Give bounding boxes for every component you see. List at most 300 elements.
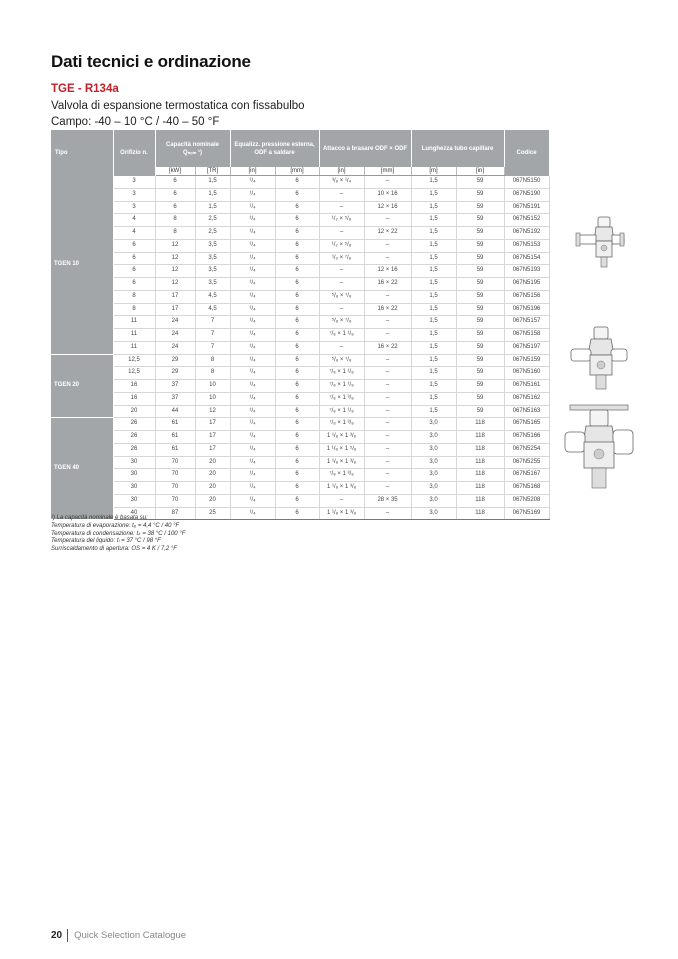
table-cell: 59 xyxy=(456,265,504,278)
table-cell: 3,0 xyxy=(411,494,456,507)
table-cell: 70 xyxy=(155,456,195,469)
table-cell: 3,0 xyxy=(411,507,456,520)
table-cell: 20 xyxy=(113,405,155,418)
header-tipo: Tipo xyxy=(51,130,113,176)
unit-m: [m] xyxy=(411,167,456,176)
table-cell: 59 xyxy=(456,316,504,329)
table-cell: ⁷/₈ × 1 ³/₈ xyxy=(319,392,364,405)
table-cell: 7 xyxy=(195,316,230,329)
table-cell: – xyxy=(364,252,411,265)
table-cell: 067N5196 xyxy=(504,303,549,316)
table-cell: 59 xyxy=(456,239,504,252)
table-cell: 4,5 xyxy=(195,290,230,303)
header-equalizz: Equalizz. pressione esterna, ODF a saldare xyxy=(230,130,319,167)
table-cell: 6 xyxy=(275,316,319,329)
table-cell: 1 ¹/₈ × 1 ³/₈ xyxy=(319,456,364,469)
table-cell: 1,5 xyxy=(411,176,456,189)
table-cell: 1,5 xyxy=(411,227,456,240)
table-cell: 87 xyxy=(155,507,195,520)
table-cell: 118 xyxy=(456,456,504,469)
table-cell: 1,5 xyxy=(411,354,456,367)
table-row xyxy=(51,482,549,495)
table-cell: – xyxy=(319,341,364,354)
table-cell: 6 xyxy=(275,431,319,444)
table-cell: 3 xyxy=(113,188,155,201)
table-cell: 12 xyxy=(155,239,195,252)
table-cell: 30 xyxy=(113,469,155,482)
table-cell: 59 xyxy=(456,278,504,291)
table-cell: 12 × 16 xyxy=(364,265,411,278)
table-cell: 067N5160 xyxy=(504,367,549,380)
group-label: TGEN 40 xyxy=(51,418,113,520)
unit-len-in: [in] xyxy=(456,167,504,176)
table-row xyxy=(51,176,549,189)
product-subtitle: Valvola di espansione termostatica con fissabulbo xyxy=(51,100,305,112)
table-cell: 29 xyxy=(155,354,195,367)
table-cell: 067N5195 xyxy=(504,278,549,291)
table-cell: 17 xyxy=(195,418,230,431)
table-cell: 30 xyxy=(113,482,155,495)
table-cell: 1,5 xyxy=(411,329,456,342)
table-cell: 1 ¹/₈ × 1 ³/₈ xyxy=(319,482,364,495)
table-cell: – xyxy=(364,329,411,342)
table-cell: 118 xyxy=(456,494,504,507)
table-cell: – xyxy=(364,507,411,520)
table-cell: 6 xyxy=(155,188,195,201)
valve-tgen10-icon xyxy=(572,215,628,271)
table-cell: 067N5150 xyxy=(504,176,549,189)
table-cell: 70 xyxy=(155,494,195,507)
footer-divider xyxy=(67,929,68,942)
table-row xyxy=(51,252,549,265)
table-cell: 59 xyxy=(456,341,504,354)
table-row xyxy=(51,341,549,354)
table-cell: 12 xyxy=(195,405,230,418)
table-cell: 59 xyxy=(456,329,504,342)
table-cell: 24 xyxy=(155,316,195,329)
table-cell: 6 xyxy=(275,214,319,227)
table-cell: 6 xyxy=(275,443,319,456)
table-row xyxy=(51,201,549,214)
table-row xyxy=(51,227,549,240)
table-cell: 118 xyxy=(456,443,504,456)
table-row xyxy=(51,367,549,380)
table-cell: ¹/₄ xyxy=(230,265,275,278)
unit-eq-in: [in] xyxy=(230,167,275,176)
valve-tgen20-icon xyxy=(566,325,632,393)
page-footer xyxy=(51,929,186,942)
table-cell: ¹/₄ xyxy=(230,456,275,469)
table-cell: 3,5 xyxy=(195,278,230,291)
table-cell: 70 xyxy=(155,482,195,495)
spec-table xyxy=(51,130,550,520)
table-cell: 11 xyxy=(113,316,155,329)
table-cell: 6 xyxy=(275,380,319,393)
table-cell: ¹/₄ xyxy=(230,482,275,495)
table-cell: – xyxy=(364,456,411,469)
table-cell: 067N5191 xyxy=(504,201,549,214)
table-cell: 8 xyxy=(113,303,155,316)
table-row xyxy=(51,431,549,444)
table-cell: ¹/₄ xyxy=(230,239,275,252)
table-cell: 11 xyxy=(113,341,155,354)
table-cell: 59 xyxy=(456,392,504,405)
footnotes xyxy=(51,515,185,554)
table-cell: 1,5 xyxy=(195,176,230,189)
table-cell: 067N5158 xyxy=(504,329,549,342)
header-capacita xyxy=(155,130,230,167)
table-cell: 6 xyxy=(275,354,319,367)
table-cell: 6 xyxy=(113,239,155,252)
table-cell: 30 xyxy=(113,456,155,469)
table-cell: 8 xyxy=(195,367,230,380)
table-cell: 12,5 xyxy=(113,367,155,380)
table-cell: 3,0 xyxy=(411,443,456,456)
table-cell: 067N5162 xyxy=(504,392,549,405)
table-row xyxy=(51,469,549,482)
table-cell: 12 × 16 xyxy=(364,201,411,214)
table-row xyxy=(51,329,549,342)
table-cell: ¹/₄ xyxy=(230,341,275,354)
table-cell: ¹/₄ xyxy=(230,367,275,380)
table-row xyxy=(51,494,549,507)
unit-eq-mm: [mm] xyxy=(275,167,319,176)
table-cell: 1,5 xyxy=(411,341,456,354)
table-cell: 3,5 xyxy=(195,239,230,252)
table-cell: – xyxy=(364,482,411,495)
table-cell: ¹/₄ xyxy=(230,494,275,507)
table-cell: 59 xyxy=(456,367,504,380)
table-cell: 17 xyxy=(195,443,230,456)
header-orifizio: Orifizio n. xyxy=(113,130,155,176)
table-cell: 10 xyxy=(195,392,230,405)
table-cell: 6 xyxy=(275,418,319,431)
table-cell: 1,5 xyxy=(411,278,456,291)
table-cell: 067N5157 xyxy=(504,316,549,329)
header-lunghezza: Lunghezza tubo capillare xyxy=(411,130,504,167)
temperature-range: Campo: -40 – 10 °C / -40 – 50 °F xyxy=(51,116,220,128)
table-cell: – xyxy=(364,367,411,380)
table-cell: 2,5 xyxy=(195,214,230,227)
header-codice: Codice xyxy=(504,130,549,176)
table-cell: 067N5156 xyxy=(504,290,549,303)
table-cell: 59 xyxy=(456,214,504,227)
table-cell: 25 xyxy=(195,507,230,520)
table-cell: 12 xyxy=(155,278,195,291)
table-cell: 6 xyxy=(275,278,319,291)
page-number: 20 xyxy=(51,930,63,942)
table-cell: 067N5197 xyxy=(504,341,549,354)
table-row xyxy=(51,392,549,405)
table-cell: 16 xyxy=(113,392,155,405)
table-cell: 4,5 xyxy=(195,303,230,316)
table-cell: 8 xyxy=(195,354,230,367)
table-row xyxy=(51,316,549,329)
table-cell: ¹/₄ xyxy=(230,418,275,431)
footnote-line: Temperatura di evaporazione: tₑ = 4,4 °C / 40 °F xyxy=(51,522,180,529)
table-cell: 1,5 xyxy=(411,188,456,201)
table-cell: ⁷/₈ × 1 ¹/₈ xyxy=(319,367,364,380)
table-cell: – xyxy=(364,431,411,444)
table-cell: 1,5 xyxy=(411,201,456,214)
table-cell: 067N5163 xyxy=(504,405,549,418)
table-row xyxy=(51,239,549,252)
table-cell: 6 xyxy=(275,469,319,482)
table-cell: ¹/₂ × ⁷/₈ xyxy=(319,252,364,265)
table-cell: 118 xyxy=(456,418,504,431)
table-cell: 067N5161 xyxy=(504,380,549,393)
table-cell: – xyxy=(364,443,411,456)
table-cell: 8 xyxy=(155,227,195,240)
table-cell: 24 xyxy=(155,341,195,354)
table-cell: ⁷/₈ × 1 ³/₈ xyxy=(319,418,364,431)
table-row xyxy=(51,303,549,316)
table-cell: 118 xyxy=(456,507,504,520)
table-cell: 17 xyxy=(155,303,195,316)
table-cell: 70 xyxy=(155,469,195,482)
group-label: TGEN 20 xyxy=(51,354,113,418)
header-capacita-label: Capacità nominale xyxy=(166,141,220,148)
footnote-line: Temperatura di condensazione: tₖ = 38 °C / 100 °F xyxy=(51,530,186,537)
table-cell: ¹/₄ xyxy=(230,227,275,240)
table-cell: ¹/₄ xyxy=(230,507,275,520)
table-cell: 59 xyxy=(456,176,504,189)
table-cell: – xyxy=(364,239,411,252)
table-cell: – xyxy=(364,214,411,227)
table-cell: 59 xyxy=(456,188,504,201)
table-cell: ¹/₄ xyxy=(230,303,275,316)
table-cell: 26 xyxy=(113,431,155,444)
table-cell: 59 xyxy=(456,303,504,316)
table-cell: 17 xyxy=(195,431,230,444)
table-cell: 61 xyxy=(155,443,195,456)
table-cell: 1,5 xyxy=(411,316,456,329)
table-cell: ⁵/₈ × ⁷/₈ xyxy=(319,354,364,367)
table-cell: 6 xyxy=(275,482,319,495)
table-cell: 16 × 22 xyxy=(364,303,411,316)
table-cell: 11 xyxy=(113,329,155,342)
table-cell: 6 xyxy=(275,329,319,342)
table-cell: 10 xyxy=(195,380,230,393)
table-cell: 6 xyxy=(155,176,195,189)
table-cell: 8 xyxy=(155,214,195,227)
table-row xyxy=(51,456,549,469)
table-cell: – xyxy=(364,418,411,431)
table-cell: ¹/₄ xyxy=(230,316,275,329)
table-cell: ¹/₄ xyxy=(230,443,275,456)
table-cell: 20 xyxy=(195,482,230,495)
header-capacita-symbol: Qₙₒₘ ¹) xyxy=(183,149,202,156)
table-cell: – xyxy=(319,494,364,507)
table-cell: 6 xyxy=(275,303,319,316)
table-row xyxy=(51,380,549,393)
table-cell: 067N5254 xyxy=(504,443,549,456)
table-cell: 12 xyxy=(155,265,195,278)
table-cell: 1 ¹/₈ × 1 ³/₈ xyxy=(319,431,364,444)
table-cell: ⁷/₈ × 1 ¹/₈ xyxy=(319,329,364,342)
table-cell: 12,5 xyxy=(113,354,155,367)
table-cell: 118 xyxy=(456,431,504,444)
table-cell: 6 xyxy=(275,188,319,201)
group-label: TGEN 10 xyxy=(51,176,113,355)
table-cell: 067N5166 xyxy=(504,431,549,444)
table-row xyxy=(51,278,549,291)
table-cell: 3,0 xyxy=(411,482,456,495)
table-cell: ¹/₄ xyxy=(230,329,275,342)
table-cell: ³/₈ × ¹/₄ xyxy=(319,176,364,189)
unit-kw: [kW] xyxy=(155,167,195,176)
table-cell: 1 ¹/₈ × 1 ³/₈ xyxy=(319,507,364,520)
table-cell: 7 xyxy=(195,329,230,342)
table-cell: ⁷/₈ × 1 ¹/₈ xyxy=(319,380,364,393)
table-cell: ¹/₄ xyxy=(230,201,275,214)
table-cell: – xyxy=(364,405,411,418)
table-cell: 59 xyxy=(456,227,504,240)
header-attacco: Attacco a brasare ODF × ODF xyxy=(319,130,411,167)
footnote-line: Surriscaldamento di apertura: OS = 4 K / 7,2 °F xyxy=(51,546,177,553)
table-cell: 59 xyxy=(456,290,504,303)
footnote-line: Temperatura del liquido: tₗ = 37 °C / 98 °F xyxy=(51,538,161,545)
table-cell: 1,5 xyxy=(411,265,456,278)
table-cell: 8 xyxy=(113,290,155,303)
table-cell: 12 × 22 xyxy=(364,227,411,240)
table-cell: 6 xyxy=(275,507,319,520)
table-cell: – xyxy=(319,227,364,240)
table-cell: 44 xyxy=(155,405,195,418)
unit-att-in: [in] xyxy=(319,167,364,176)
table-cell: 28 × 35 xyxy=(364,494,411,507)
table-cell: 067N5168 xyxy=(504,482,549,495)
table-cell: 6 xyxy=(275,176,319,189)
table-cell: 067N5192 xyxy=(504,227,549,240)
footnote-line: ¹) La capacità nominale è basata su: xyxy=(51,515,148,521)
table-cell: 6 xyxy=(275,367,319,380)
table-row xyxy=(51,214,549,227)
table-cell: 1,5 xyxy=(411,405,456,418)
table-cell: 20 xyxy=(195,494,230,507)
table-cell: 3 xyxy=(113,201,155,214)
table-cell: ⁷/₈ × 1 ¹/₈ xyxy=(319,405,364,418)
table-cell: 067N5159 xyxy=(504,354,549,367)
table-cell: 12 xyxy=(155,252,195,265)
table-cell: 118 xyxy=(456,482,504,495)
table-cell: 59 xyxy=(456,405,504,418)
table-row xyxy=(51,405,549,418)
table-cell: 6 xyxy=(275,341,319,354)
table-cell: 61 xyxy=(155,418,195,431)
table-cell: 3,0 xyxy=(411,456,456,469)
table-cell: 4 xyxy=(113,214,155,227)
table-cell: – xyxy=(364,354,411,367)
table-cell: 16 xyxy=(113,380,155,393)
table-cell: 6 xyxy=(275,239,319,252)
table-cell: ¹/₄ xyxy=(230,431,275,444)
table-cell: 6 xyxy=(275,494,319,507)
unit-tr: [TR] xyxy=(195,167,230,176)
table-cell: 6 xyxy=(155,201,195,214)
table-cell: 10 × 16 xyxy=(364,188,411,201)
table-cell: – xyxy=(364,316,411,329)
table-cell: – xyxy=(364,392,411,405)
table-cell: 59 xyxy=(456,252,504,265)
table-cell: 6 xyxy=(275,392,319,405)
table-cell: 1,5 xyxy=(411,239,456,252)
table-cell: ¹/₄ xyxy=(230,278,275,291)
table-cell: 067N5208 xyxy=(504,494,549,507)
table-cell: 3,5 xyxy=(195,252,230,265)
table-cell: 26 xyxy=(113,443,155,456)
table-cell: 1,5 xyxy=(411,367,456,380)
table-cell: 6 xyxy=(275,290,319,303)
table-cell: 067N5169 xyxy=(504,507,549,520)
table-cell: 067N5167 xyxy=(504,469,549,482)
table-cell: 6 xyxy=(275,201,319,214)
table-cell: ⁷/₈ × 1 ³/₈ xyxy=(319,469,364,482)
table-cell: 1,5 xyxy=(411,392,456,405)
page-heading: Dati tecnici e ordinazione xyxy=(51,52,251,71)
table-cell: 067N5193 xyxy=(504,265,549,278)
table-cell: 1,5 xyxy=(411,252,456,265)
table-cell: 067N5152 xyxy=(504,214,549,227)
table-cell: 7 xyxy=(195,341,230,354)
table-cell: 1,5 xyxy=(195,188,230,201)
spec-table-body xyxy=(51,176,549,520)
table-cell: 37 xyxy=(155,392,195,405)
table-cell: – xyxy=(364,290,411,303)
table-row xyxy=(51,265,549,278)
table-cell: 40 xyxy=(113,507,155,520)
table-cell: 6 xyxy=(113,252,155,265)
table-cell: ¹/₄ xyxy=(230,380,275,393)
table-cell: – xyxy=(319,188,364,201)
table-cell: 6 xyxy=(275,456,319,469)
table-cell: – xyxy=(364,469,411,482)
table-cell: 3,5 xyxy=(195,265,230,278)
table-cell: 067N5255 xyxy=(504,456,549,469)
table-cell: 6 xyxy=(113,265,155,278)
table-cell: ¹/₄ xyxy=(230,214,275,227)
table-row xyxy=(51,188,549,201)
table-cell: – xyxy=(319,278,364,291)
table-cell: 1,5 xyxy=(411,214,456,227)
table-cell: 30 xyxy=(113,494,155,507)
table-cell: 59 xyxy=(456,380,504,393)
table-cell: 3,0 xyxy=(411,431,456,444)
table-cell: ⁵/₈ × ⁷/₈ xyxy=(319,290,364,303)
product-title: TGE - R134a xyxy=(51,83,119,95)
table-cell: ¹/₄ xyxy=(230,469,275,482)
table-cell: 1,5 xyxy=(195,201,230,214)
table-cell: 17 xyxy=(155,290,195,303)
table-cell: 4 xyxy=(113,227,155,240)
table-cell: ¹/₄ xyxy=(230,252,275,265)
table-cell: 20 xyxy=(195,456,230,469)
table-cell: – xyxy=(319,265,364,278)
table-cell: 6 xyxy=(275,405,319,418)
table-cell: 2,5 xyxy=(195,227,230,240)
table-cell: 61 xyxy=(155,431,195,444)
table-cell: 59 xyxy=(456,354,504,367)
catalogue-name: Quick Selection Catalogue xyxy=(74,930,187,942)
table-cell: 59 xyxy=(456,201,504,214)
table-cell: ¹/₄ xyxy=(230,354,275,367)
table-cell: 20 xyxy=(195,469,230,482)
table-cell: 1,5 xyxy=(411,303,456,316)
table-cell: 118 xyxy=(456,469,504,482)
table-cell: 6 xyxy=(113,278,155,291)
table-cell: ¹/₄ xyxy=(230,176,275,189)
table-cell: 1,5 xyxy=(411,380,456,393)
